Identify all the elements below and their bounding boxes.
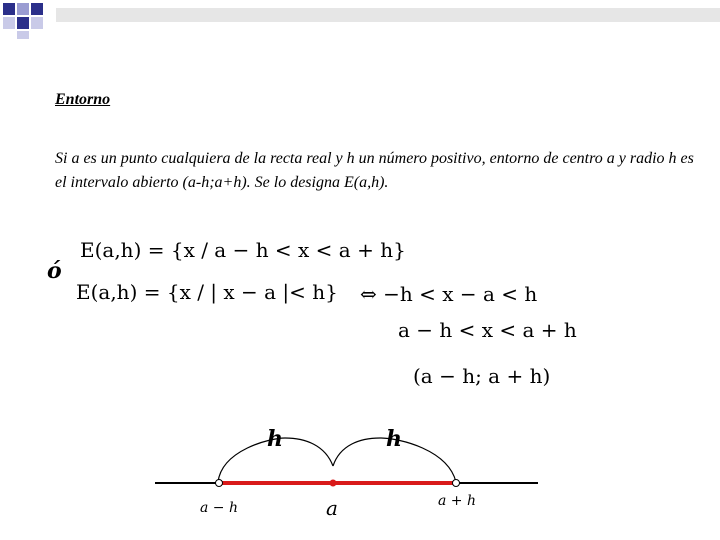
connector-o: ó	[47, 258, 62, 284]
definition-paragraph: Si a es un punto cualquiera de la recta real y h un número positivo, entorno de centro a y radio h es el intervalo abierto (a-h;a+h). Se lo designa E(a,h).	[55, 150, 694, 191]
h-label-left: h	[267, 426, 283, 452]
formula-definition-1: E(a,h) = {x / a − h < x < a + h}	[80, 238, 406, 262]
corner-decoration	[0, 0, 720, 40]
endpoint-left	[216, 480, 223, 487]
label-a-plus-h: a + h	[438, 493, 476, 509]
center-point	[330, 480, 337, 487]
endpoint-right	[453, 480, 460, 487]
formula-definition-2: E(a,h) = {x / | x − a |< h}	[76, 280, 338, 304]
label-a: a	[326, 496, 338, 520]
interval-diagram	[0, 410, 720, 540]
h-label-right: h	[386, 426, 402, 452]
formula-inequality: a − h < x < a + h	[398, 318, 577, 342]
label-a-minus-h: a − h	[200, 500, 238, 516]
formula-equivalence: ⇔ −h < x − a < h	[360, 282, 538, 306]
slide-title: Entorno	[55, 91, 111, 108]
formula-interval: (a − h; a + h)	[413, 364, 551, 388]
